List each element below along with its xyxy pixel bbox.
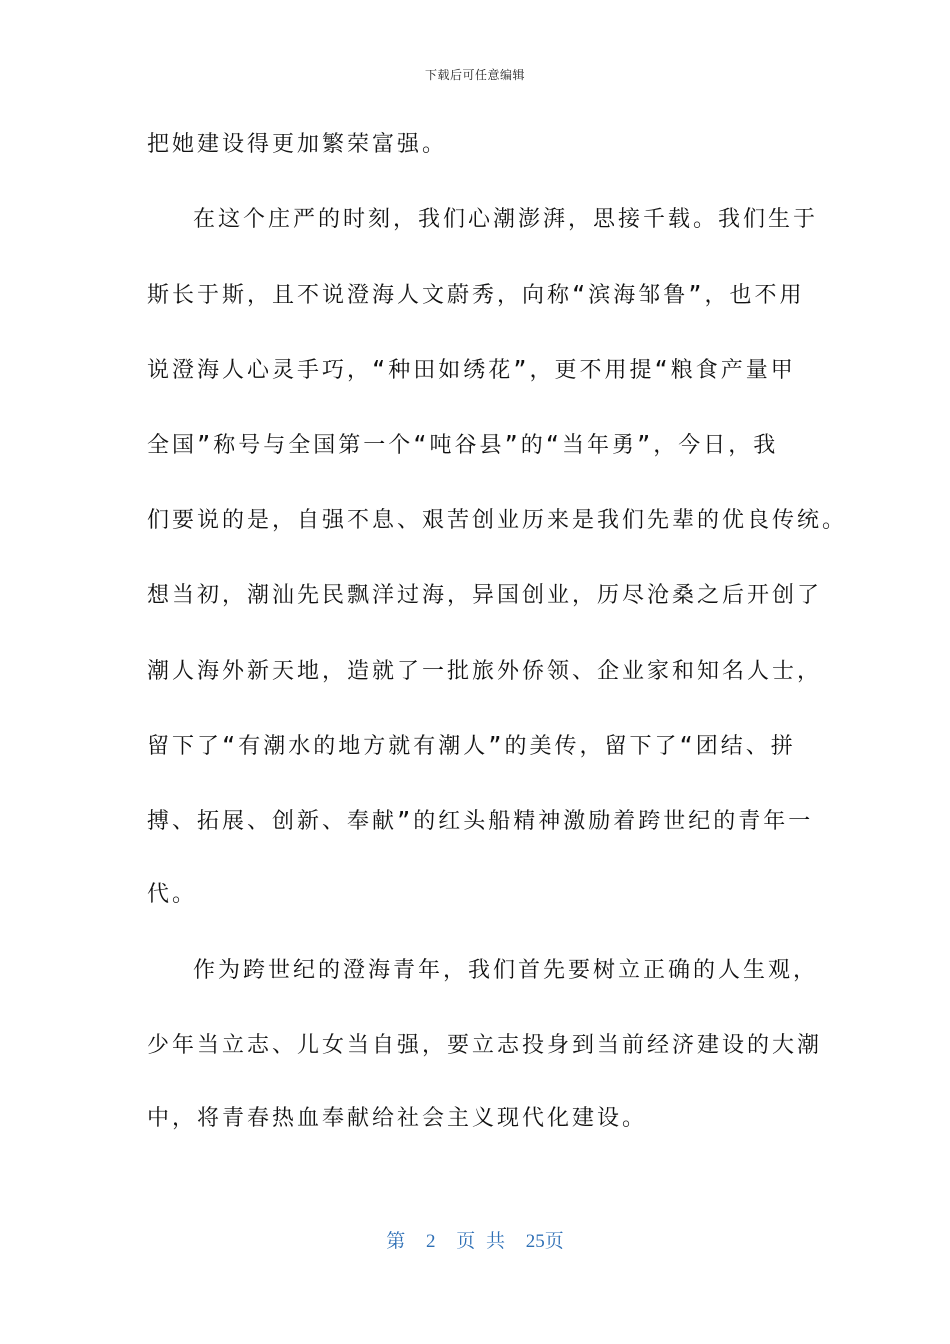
body-line: 说澄海人心灵手巧，“种田如绣花”，更不用提“粮食产量甲	[147, 358, 796, 383]
page-footer	[0, 1226, 950, 1253]
body-line: 全国”称号与全国第一个“吨谷县”的“当年勇”，今日，我	[147, 433, 779, 458]
body-line: 作为跨世纪的澄海青年，我们首先要树立正确的人生观，	[193, 958, 819, 983]
body-line: 在这个庄严的时刻，我们心潮澎湃，思接千载。我们生于	[193, 207, 819, 232]
body-line: 搏、拓展、创新、奉献”的红头船精神激励着跨世纪的青年一	[147, 809, 814, 834]
header-note: 下载后可任意编辑	[424, 68, 525, 82]
footer-middle: 页 共	[456, 1231, 505, 1252]
body-line: 潮人海外新天地，造就了一批旅外侨领、企业家和知名人士，	[147, 659, 823, 684]
body-line: 把她建设得更加繁荣富强。	[147, 132, 448, 157]
footer-prefix: 第	[386, 1231, 406, 1252]
body-line: 少年当立志、儿女当自强，要立志投身到当前经济建设的大潮	[147, 1033, 823, 1058]
footer-total-pages: 25页	[525, 1231, 564, 1252]
body-line: 中，将青春热血奉献给社会主义现代化建设。	[147, 1106, 648, 1131]
body-line: 留下了“有潮水的地方就有潮人”的美传，留下了“团结、拼	[147, 734, 796, 759]
body-line: 们要说的是，自强不息、艰苦创业历来是我们先辈的优良传统。	[147, 508, 848, 533]
body-line: 代。	[147, 882, 198, 907]
footer-current-page: 2	[425, 1231, 436, 1252]
body-line: 想当初，潮汕先民飘洋过海，异国创业，历尽沧桑之后开创了	[147, 583, 823, 608]
body-line: 斯长于斯，且不说澄海人文蔚秀，向称“滨海邹鲁”，也不用	[147, 283, 805, 308]
